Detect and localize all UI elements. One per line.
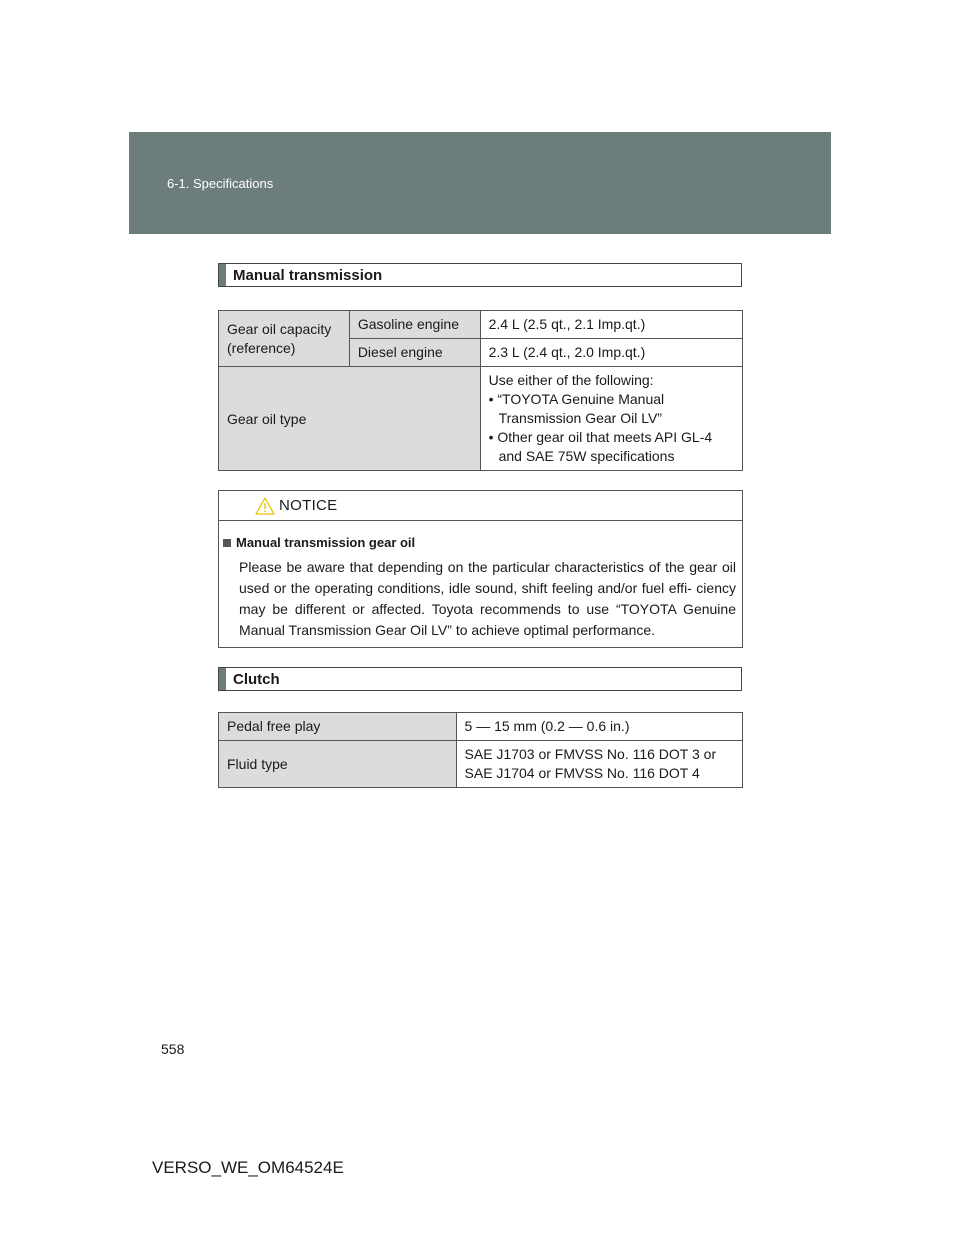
- page-number: 558: [161, 1041, 185, 1057]
- heading-text: Manual transmission: [233, 266, 383, 284]
- pedal-free-play-label: Pedal free play: [219, 713, 457, 741]
- table-row: [219, 367, 743, 471]
- gasoline-engine-label: Gasoline engine: [349, 311, 480, 339]
- pedal-free-play-value: 5 — 15 mm (0.2 — 0.6 in.): [456, 713, 742, 741]
- gear-oil-type-option: • Other gear oil that meets API GL-4 and SAE 75W specifications: [488, 429, 713, 464]
- gear-oil-capacity-label: Gear oil capacity (reference): [219, 311, 350, 367]
- gear-oil-type-option: • “TOYOTA Genuine Manual Transmission Gear Oil LV”: [488, 391, 665, 426]
- fluid-type-value: SAE J1703 or FMVSS No. 116 DOT 3 or SAE J1704 or FMVSS No. 116 DOT 4: [456, 741, 742, 788]
- diesel-engine-label: Diesel engine: [349, 339, 480, 367]
- warning-triangle-icon: [255, 497, 275, 515]
- notice-box: [218, 490, 743, 648]
- heading-accent-bar: [219, 264, 226, 286]
- header-band: [129, 132, 831, 234]
- clutch-table: [218, 712, 743, 788]
- notice-title: NOTICE: [279, 497, 338, 514]
- manual-transmission-table: [218, 310, 743, 471]
- notice-subheading: [223, 532, 736, 553]
- gasoline-engine-value: 2.4 L (2.5 qt., 2.1 Imp.qt.): [480, 311, 742, 339]
- notice-subheading-text: Manual transmission gear oil: [236, 535, 416, 550]
- heading-text: Clutch: [233, 670, 280, 688]
- gear-oil-type-intro: Use either of the following:: [488, 372, 654, 388]
- notice-body: [219, 521, 742, 641]
- table-row: [219, 311, 743, 339]
- section-heading-clutch: [218, 667, 742, 691]
- section-reference: 6-1. Specifications: [167, 176, 274, 191]
- heading-accent-bar: [219, 668, 226, 690]
- square-bullet-icon: [223, 539, 231, 547]
- table-row: [219, 713, 743, 741]
- fluid-type-label: Fluid type: [219, 741, 457, 788]
- table-row: [219, 741, 743, 788]
- section-heading-manual-transmission: [218, 263, 742, 287]
- notice-text: Please be aware that depending on the particular characteristics of the gear oil used or the operating conditions, idle sound, shift feeling and/or fuel effi- ciency may be different or affected. Toyota recommends to use “TOYOTA Genuine Manual Transmission Gear Oil LV” to achieve optimal performance.: [239, 559, 736, 638]
- diesel-engine-value: 2.3 L (2.4 qt., 2.0 Imp.qt.): [480, 339, 742, 367]
- document-code: VERSO_WE_OM64524E: [152, 1158, 344, 1177]
- gear-oil-type-value: [480, 367, 742, 471]
- notice-header: [219, 491, 742, 521]
- gear-oil-type-label: Gear oil type: [219, 367, 481, 471]
